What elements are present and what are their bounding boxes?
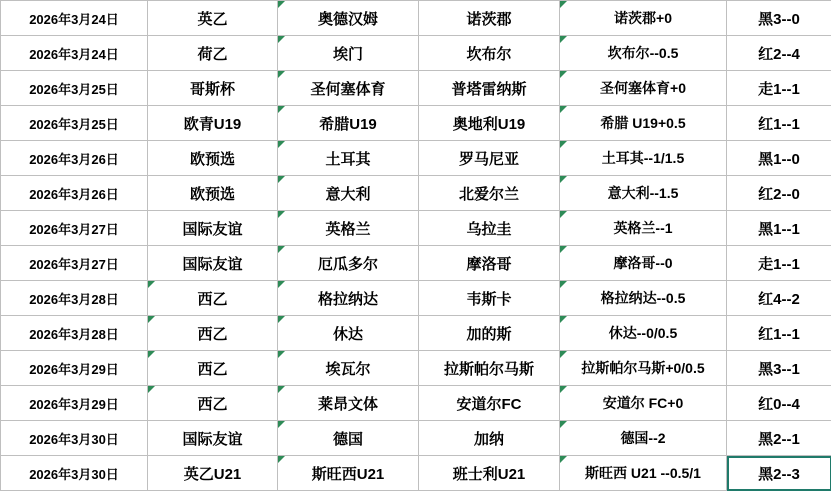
cell-date-text: 2026年3月26日 (29, 186, 119, 202)
cell-date-text: 2026年3月27日 (29, 221, 119, 237)
cell-date-text: 2026年3月29日 (29, 361, 119, 377)
cell-handicap[interactable] (560, 211, 727, 246)
cell-handicap[interactable] (560, 176, 727, 211)
cell-result-text: 红1--1 (758, 115, 800, 133)
cell-handicap-text: 拉斯帕尔马斯+0/0.5 (581, 360, 705, 376)
cell-league-text: 荷乙 (197, 45, 228, 63)
cell-date-text: 2026年3月24日 (29, 11, 119, 27)
table-row[interactable] (1, 316, 831, 351)
cell-result[interactable] (727, 351, 831, 386)
cell-home-text: 德国 (332, 430, 363, 448)
cell-league-text: 西乙 (197, 290, 228, 308)
comment-marker-icon (278, 281, 285, 288)
comment-marker-icon (560, 141, 567, 148)
cell-result[interactable] (727, 281, 831, 316)
cell-league[interactable] (148, 176, 278, 211)
comment-marker-icon (560, 211, 567, 218)
cell-home-text: 意大利 (325, 185, 371, 203)
cell-handicap-text: 休达--0/0.5 (608, 325, 678, 341)
comment-marker-icon (278, 421, 285, 428)
cell-handicap-text: 德国--2 (620, 430, 666, 446)
cell-date-text: 2026年3月24日 (29, 46, 119, 62)
cell-away[interactable] (419, 456, 560, 491)
cell-league[interactable] (148, 211, 278, 246)
cell-handicap[interactable] (560, 1, 727, 36)
table-row[interactable] (1, 106, 831, 141)
cell-league-text: 西乙 (197, 395, 228, 413)
comment-marker-icon (560, 246, 567, 253)
cell-away[interactable] (419, 176, 560, 211)
table-row[interactable] (1, 351, 831, 386)
cell-home-text: 奥德汉姆 (317, 10, 378, 28)
cell-date-text: 2026年3月26日 (29, 151, 119, 167)
cell-date-text: 2026年3月30日 (29, 431, 119, 447)
comment-marker-icon (560, 176, 567, 183)
cell-away-text: 北爱尔兰 (458, 185, 519, 203)
cell-date[interactable] (1, 106, 148, 141)
cell-home-text: 格拉纳达 (317, 290, 378, 308)
cell-result[interactable] (727, 246, 831, 281)
cell-league[interactable] (148, 316, 278, 351)
cell-handicap[interactable] (560, 421, 727, 456)
cell-league-text: 欧青U19 (183, 115, 242, 133)
cell-handicap[interactable] (560, 351, 727, 386)
cell-result[interactable] (727, 71, 831, 106)
cell-date-text: 2026年3月29日 (29, 396, 119, 412)
cell-league[interactable] (148, 351, 278, 386)
cell-result-text: 黑3--1 (758, 360, 800, 378)
cell-handicap-text: 圣何塞体育+0 (600, 80, 686, 96)
comment-marker-icon (278, 246, 285, 253)
comment-marker-icon (560, 456, 567, 463)
cell-away[interactable] (419, 281, 560, 316)
cell-home-text: 莱昂文体 (317, 395, 378, 413)
cell-result-text: 黑1--1 (758, 220, 800, 238)
table-body (1, 1, 831, 491)
cell-result-text: 走1--1 (758, 255, 800, 273)
cell-away[interactable] (419, 246, 560, 281)
cell-league-text: 国际友谊 (182, 430, 243, 448)
cell-away-text: 摩洛哥 (466, 255, 512, 273)
cell-away-text: 加纳 (473, 430, 504, 448)
cell-date[interactable] (1, 141, 148, 176)
table-row[interactable] (1, 456, 831, 491)
cell-home[interactable] (278, 351, 419, 386)
comment-marker-icon (278, 176, 285, 183)
table-row[interactable] (1, 246, 831, 281)
table-row[interactable] (1, 1, 831, 36)
comment-marker-icon (148, 281, 155, 288)
cell-home-text: 斯旺西U21 (311, 465, 385, 483)
cell-result[interactable] (727, 316, 831, 351)
cell-result-text: 黑2--3 (758, 465, 800, 483)
cell-away-text: 安道尔FC (456, 395, 522, 413)
cell-home[interactable] (278, 211, 419, 246)
cell-away[interactable] (419, 386, 560, 421)
cell-handicap[interactable] (560, 386, 727, 421)
cell-handicap[interactable] (560, 106, 727, 141)
cell-handicap[interactable] (560, 36, 727, 71)
comment-marker-icon (278, 36, 285, 43)
cell-date-text: 2026年3月25日 (29, 81, 119, 97)
cell-away-text: 乌拉圭 (466, 220, 512, 238)
cell-date[interactable] (1, 281, 148, 316)
comment-marker-icon (278, 351, 285, 358)
cell-league-text: 哥斯杯 (189, 80, 235, 98)
cell-date[interactable] (1, 351, 148, 386)
cell-away[interactable] (419, 1, 560, 36)
comment-marker-icon (560, 71, 567, 78)
cell-result-text: 黑1--0 (758, 150, 800, 168)
cell-date-text: 2026年3月30日 (29, 466, 119, 482)
cell-league[interactable] (148, 71, 278, 106)
cell-handicap-text: 摩洛哥--0 (613, 255, 673, 271)
cell-handicap[interactable] (560, 316, 727, 351)
cell-home[interactable] (278, 1, 419, 36)
table-row[interactable] (1, 141, 831, 176)
comment-marker-icon (560, 106, 567, 113)
comment-marker-icon (278, 456, 285, 463)
cell-league-text: 欧预选 (189, 185, 235, 203)
cell-date[interactable] (1, 316, 148, 351)
cell-date[interactable] (1, 176, 148, 211)
cell-date[interactable] (1, 386, 148, 421)
cell-away[interactable] (419, 211, 560, 246)
comment-marker-icon (560, 36, 567, 43)
cell-away-text: 拉斯帕尔马斯 (443, 360, 534, 378)
cell-away-text: 加的斯 (466, 325, 512, 343)
cell-result-text: 红2--4 (758, 45, 800, 63)
cell-away[interactable] (419, 106, 560, 141)
cell-date-text: 2026年3月25日 (29, 116, 119, 132)
cell-result[interactable] (727, 386, 831, 421)
cell-league-text: 欧预选 (189, 150, 235, 168)
table-row[interactable] (1, 71, 831, 106)
comment-marker-icon (148, 351, 155, 358)
cell-away[interactable] (419, 351, 560, 386)
cell-home[interactable] (278, 71, 419, 106)
table-row[interactable] (1, 281, 831, 316)
cell-date[interactable] (1, 456, 148, 491)
comment-marker-icon (278, 316, 285, 323)
cell-league[interactable] (148, 106, 278, 141)
cell-league[interactable] (148, 456, 278, 491)
cell-home[interactable] (278, 106, 419, 141)
cell-away[interactable] (419, 71, 560, 106)
comment-marker-icon (278, 141, 285, 148)
cell-date-text: 2026年3月28日 (29, 326, 119, 342)
comment-marker-icon (278, 106, 285, 113)
cell-away-text: 诺茨郡 (466, 10, 512, 28)
cell-result-text: 走1--1 (758, 80, 800, 98)
cell-league[interactable] (148, 36, 278, 71)
cell-home-text: 圣何塞体育 (310, 80, 386, 98)
cell-result-text: 红1--1 (758, 325, 800, 343)
cell-result-text: 红2--0 (758, 185, 800, 203)
cell-league[interactable] (148, 1, 278, 36)
cell-date[interactable] (1, 1, 148, 36)
cell-handicap[interactable] (560, 71, 727, 106)
cell-home-text: 埃门 (332, 45, 363, 63)
comment-marker-icon (560, 386, 567, 393)
comment-marker-icon (278, 1, 285, 8)
cell-home[interactable] (278, 386, 419, 421)
cell-handicap-text: 意大利--1.5 (607, 185, 679, 201)
cell-handicap-text: 土耳其--1/1.5 (601, 150, 685, 166)
cell-date-text: 2026年3月28日 (29, 291, 119, 307)
comment-marker-icon (560, 281, 567, 288)
comment-marker-icon (560, 1, 567, 8)
cell-league-text: 国际友谊 (182, 220, 243, 238)
cell-home[interactable] (278, 141, 419, 176)
cell-result-text: 黑2--1 (758, 430, 800, 448)
cell-home-text: 土耳其 (325, 150, 371, 168)
cell-league[interactable] (148, 421, 278, 456)
comment-marker-icon (278, 71, 285, 78)
cell-league[interactable] (148, 281, 278, 316)
comment-marker-icon (560, 351, 567, 358)
cell-home[interactable] (278, 456, 419, 491)
cell-away-text: 罗马尼亚 (458, 150, 519, 168)
cell-result[interactable] (727, 176, 831, 211)
cell-handicap-text: 希腊 U19+0.5 (600, 115, 686, 131)
cell-home-text: 英格兰 (325, 220, 371, 238)
cell-home-text: 厄瓜多尔 (317, 255, 378, 273)
cell-handicap-text: 斯旺西 U21 --0.5/1 (585, 465, 701, 481)
cell-home[interactable] (278, 281, 419, 316)
cell-league-text: 西乙 (197, 360, 228, 378)
cell-result-selected[interactable] (727, 456, 831, 491)
table-row[interactable] (1, 211, 831, 246)
cell-date-text: 2026年3月27日 (29, 256, 119, 272)
comment-marker-icon (560, 316, 567, 323)
table-row[interactable] (1, 386, 831, 421)
comment-marker-icon (278, 211, 285, 218)
cell-home[interactable] (278, 246, 419, 281)
cell-away[interactable] (419, 141, 560, 176)
cell-home-text: 希腊U19 (319, 115, 377, 133)
cell-handicap-text: 诺茨郡+0 (614, 10, 672, 26)
cell-result[interactable] (727, 106, 831, 141)
cell-handicap-text: 安道尔 FC+0 (602, 395, 684, 411)
cell-home-text: 埃瓦尔 (325, 360, 371, 378)
cell-away-text: 坎布尔 (466, 45, 512, 63)
cell-away-text: 韦斯卡 (466, 290, 512, 308)
cell-league[interactable] (148, 141, 278, 176)
cell-date[interactable] (1, 246, 148, 281)
cell-handicap[interactable] (560, 281, 727, 316)
cell-date[interactable] (1, 211, 148, 246)
cell-league-text: 西乙 (197, 325, 228, 343)
cell-handicap-text: 坎布尔--0.5 (607, 45, 679, 61)
cell-result[interactable] (727, 36, 831, 71)
cell-away[interactable] (419, 36, 560, 71)
cell-away-text: 奥地利U19 (452, 115, 526, 133)
cell-result-text: 黑3--0 (758, 10, 800, 28)
cell-handicap[interactable] (560, 141, 727, 176)
cell-home[interactable] (278, 176, 419, 211)
cell-result[interactable] (727, 1, 831, 36)
cell-home-text: 休达 (332, 325, 363, 343)
comment-marker-icon (560, 421, 567, 428)
cell-result-text: 红4--2 (758, 290, 800, 308)
cell-handicap[interactable] (560, 456, 727, 491)
cell-league-text: 英乙 (197, 10, 228, 28)
cell-result[interactable] (727, 141, 831, 176)
cell-league[interactable] (148, 386, 278, 421)
cell-handicap[interactable] (560, 246, 727, 281)
comment-marker-icon (148, 386, 155, 393)
cell-away[interactable] (419, 316, 560, 351)
comment-marker-icon (278, 386, 285, 393)
cell-league-text: 英乙U21 (183, 465, 242, 483)
cell-result-text: 红0--4 (758, 395, 800, 413)
cell-date[interactable] (1, 36, 148, 71)
table-row[interactable] (1, 421, 831, 456)
cell-date[interactable] (1, 71, 148, 106)
cell-away-text: 普塔雷纳斯 (451, 80, 527, 98)
cell-league-text: 国际友谊 (182, 255, 243, 273)
cell-league[interactable] (148, 246, 278, 281)
cell-home[interactable] (278, 36, 419, 71)
cell-result[interactable] (727, 421, 831, 456)
cell-handicap-text: 格拉纳达--0.5 (600, 290, 686, 306)
cell-date[interactable] (1, 421, 148, 456)
table-row[interactable] (1, 176, 831, 211)
cell-home[interactable] (278, 316, 419, 351)
cell-result[interactable] (727, 211, 831, 246)
comment-marker-icon (148, 316, 155, 323)
cell-away-text: 班士利U21 (452, 465, 526, 483)
cell-away[interactable] (419, 421, 560, 456)
cell-handicap-text: 英格兰--1 (613, 220, 673, 236)
table-row[interactable] (1, 36, 831, 71)
cell-home[interactable] (278, 421, 419, 456)
